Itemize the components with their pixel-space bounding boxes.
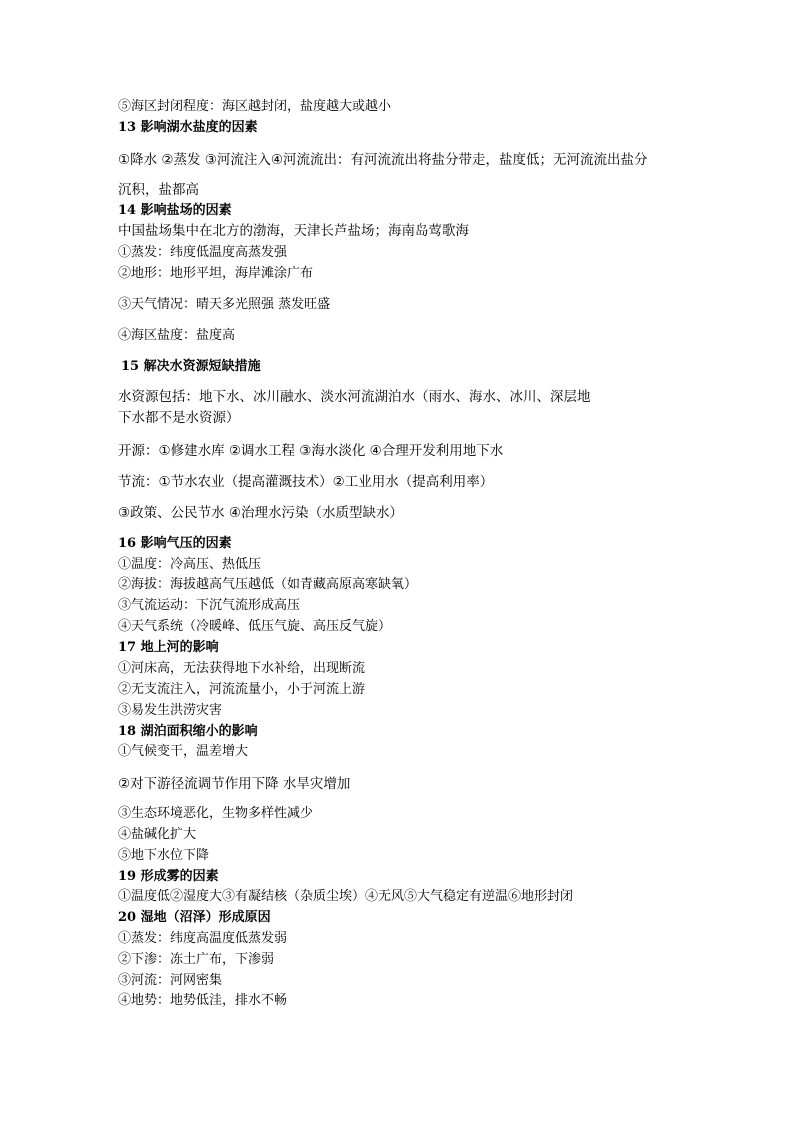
text-line: 中国盐场集中在北方的渤海，天津长芦盐场；海南岛莺歌海 bbox=[118, 223, 469, 239]
text-line: ②海拔：海拔越高气压越低（如青藏高原高寒缺氧） bbox=[118, 577, 418, 592]
text-line: ①河床高，无法获得地下水补给，出现断流 bbox=[118, 661, 366, 676]
section-heading-17: 17 地上河的影响 bbox=[118, 640, 219, 655]
text-line: ①气候变干，温差增大 bbox=[118, 744, 249, 759]
text-line: ③河流：河网密集 bbox=[118, 973, 223, 988]
text-line: ①蒸发：纬度高温度低蒸发弱 bbox=[118, 931, 288, 946]
text-line: ②对下游径流调节作用下降 水旱灾增加 bbox=[118, 776, 351, 792]
section-heading-20: 20 湿地（沼泽）形成原因 bbox=[118, 910, 271, 925]
text-line: ①蒸发：纬度低温度高蒸发强 bbox=[118, 245, 288, 260]
text-line: 开源：①修建水库 ②调水工程 ③海水淡化 ④合理开发利用地下水 bbox=[118, 443, 504, 459]
text-line: ②下渗：冻土广布，下渗弱 bbox=[118, 952, 275, 967]
text-line: ②地形：地形平坦，海岸滩涂广布 bbox=[118, 266, 314, 281]
text-line: ②无支流注入，河流流量小，小于河流上游 bbox=[118, 682, 366, 697]
text-line: 下水都不是水资源） bbox=[118, 410, 240, 426]
text-line: ⑤海区封闭程度：海区越封闭，盐度越大或越小 bbox=[118, 99, 392, 114]
section-heading-13: 13 影响湖水盐度的因素 bbox=[118, 120, 258, 135]
text-line: ③气流运动：下沉气流形成高压 bbox=[118, 598, 301, 613]
section-heading-19: 19 形成雾的因素 bbox=[118, 869, 219, 884]
text-line: ③天气情况：晴天多光照强 蒸发旺盛 bbox=[118, 297, 331, 312]
text-line: 水资源包括：地下水、冰川融水、淡水河流湖泊水（雨水、海水、冰川、深层地 bbox=[118, 389, 591, 405]
text-line: ①温度：冷高压、热低压 bbox=[118, 557, 262, 572]
section-heading-16: 16 影响气压的因素 bbox=[118, 536, 232, 551]
text-line: ①温度低②湿度大③有凝结核（杂质尘埃）④无风⑤大气稳定有逆温⑥地形封闭 bbox=[118, 889, 574, 904]
text-line: ③政策、公民节水 ④治理水污染（水质型缺水） bbox=[118, 505, 403, 521]
text-line: ⑤地下水位下降 bbox=[118, 848, 210, 863]
text-line: ④天气系统（冷暖峰、低压气旋、高压反气旋） bbox=[118, 619, 392, 634]
text-line: 沉积，盐都高 bbox=[118, 182, 199, 198]
section-heading-14: 14 影响盐场的因素 bbox=[118, 203, 232, 218]
section-heading-18: 18 湖泊面积缩小的影响 bbox=[118, 724, 258, 739]
text-line: ③生态环境恶化，生物多样性减少 bbox=[118, 806, 314, 821]
text-line: ④海区盐度：盐度高 bbox=[118, 328, 236, 343]
text-line: ①降水 ②蒸发 ③河流注入④河流流出：有河流流出将盐分带走，盐度低；无河流流出盐分 bbox=[118, 152, 648, 168]
text-line: ④盐碱化扩大 bbox=[118, 827, 197, 842]
text-line: ③易发生洪涝灾害 bbox=[118, 703, 223, 718]
text-line: ④地势：地势低洼，排水不畅 bbox=[118, 993, 288, 1008]
text-line: 节流：①节水农业（提高灌溉技术）②工业用水（提高利用率） bbox=[118, 474, 494, 490]
section-heading-15: 15 解决水资源短缺措施 bbox=[121, 359, 261, 374]
